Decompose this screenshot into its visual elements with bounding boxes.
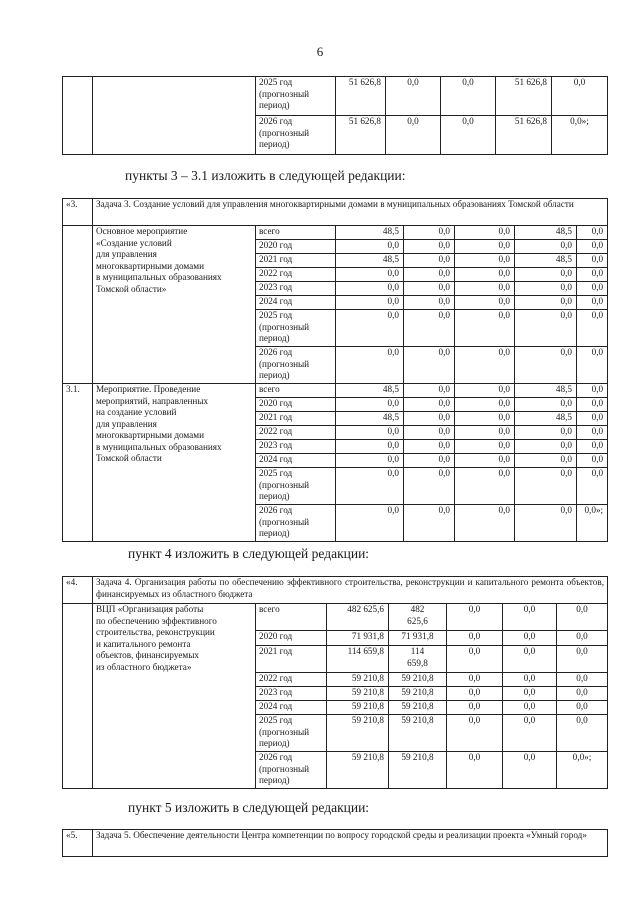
task-row xyxy=(63,830,608,857)
table-row: 2026 год (прогнозный период) 59 210,8 59 210,8 0,0 0,0 0,0»; xyxy=(63,752,608,789)
table-row: 2020 год 0,0 0,0 0,0 0,0 0,0 xyxy=(63,240,608,254)
instruction-2: пункт 4 изложить в следующей редакции: xyxy=(128,546,370,561)
table-row: 2020 год 0,0 0,0 0,0 0,0 0,0 xyxy=(63,398,608,412)
table-row: 2024 год 0,0 0,0 0,0 0,0 0,0 xyxy=(63,454,608,468)
table-row: 2022 год 0,0 0,0 0,0 0,0 0,0 xyxy=(63,268,608,282)
task-row xyxy=(63,199,608,226)
table-row: 2024 год 59 210,8 59 210,8 0,0 0,0 0,0 xyxy=(63,701,608,715)
item-number: «3. xyxy=(63,199,93,226)
task-text: Задача 4. Организация работы по обеспечению эффективного строительства, реконструкции и капитального ремонта объектов, финансируемых из областного бюджета xyxy=(93,577,608,604)
table-row: 2020 год 71 931,8 71 931,8 0,0 0,0 0,0 xyxy=(63,631,608,646)
table-task-5 xyxy=(62,829,608,857)
table-row: Основное мероприятие «Создание условий для управления многоквартирными домами в муниципальных образованиях Томской области» всего 48,5 0,0 0,0 48,5 0,0 xyxy=(63,226,608,240)
program-name: ВЦП «Организация работы по обеспечению эффективного строительства, реконструкции и капитального ремонта объектов, финансируемых из областного бюджета» xyxy=(93,604,256,789)
table-row: 2025 год (прогнозный период) 0,0 0,0 0,0 0,0 0,0 xyxy=(63,468,608,505)
table-row: 2023 год 0,0 0,0 0,0 0,0 0,0 xyxy=(63,282,608,296)
table-task-3 xyxy=(62,198,608,542)
task-text: Задача 5. Обеспечение деятельности Центра компетенции по вопросу городской среды и реализации проекта «Умный город» xyxy=(93,830,608,857)
table-row: 2021 год 114 659,8 114 659,8 0,0 0,0 0,0 xyxy=(63,646,608,673)
table-row: 2022 год 59 210,8 59 210,8 0,0 0,0 0,0 xyxy=(63,673,608,687)
item-number: «4. xyxy=(63,577,93,604)
table-row: 2021 год 48,5 0,0 0,0 48,5 0,0 xyxy=(63,412,608,426)
table-row: 2026 год (прогнозный период) 0,0 0,0 0,0 0,0 0,0 xyxy=(63,347,608,384)
year-cell: 2026 год (прогнозный период) xyxy=(256,116,336,155)
table-row: 2024 год 0,0 0,0 0,0 0,0 0,0 xyxy=(63,296,608,310)
table-row: 2025 год (прогнозный период) 51 626,8 0,0 0,0 51 626,8 0,0 xyxy=(63,77,608,116)
table-row: 2022 год 0,0 0,0 0,0 0,0 0,0 xyxy=(63,426,608,440)
table-row: 2023 год 59 210,8 59 210,8 0,0 0,0 0,0 xyxy=(63,687,608,701)
table-row: ВЦП «Организация работы по обеспечению эффективного строительства, реконструкции и капитального ремонта объектов, финансируемых из областного бюджета» всего 482 625,6 482 625,6 0,0 0,0 0,0 xyxy=(63,604,608,631)
measure-name: Основное мероприятие «Создание условий для управления многоквартирными домами в муниципальных образованиях Томской области» xyxy=(93,226,256,384)
instruction-1: пункты 3 – 3.1 изложить в следующей редакции: xyxy=(125,168,406,183)
table-task-4 xyxy=(62,576,608,789)
task-row xyxy=(63,577,608,604)
table-row: 2026 год (прогнозный период) 0,0 0,0 0,0 0,0 0,0»; xyxy=(63,505,608,542)
table-continuation xyxy=(62,76,608,155)
task-text: Задача 3. Создание условий для управления многоквартирными домами в муниципальных образованиях Томской области xyxy=(93,199,608,226)
item-number: 3.1. xyxy=(63,384,93,542)
measure-name: Мероприятие. Проведение мероприятий, направленных на создание условий для управления многоквартирными домами в муниципальных образованиях Томской области xyxy=(93,384,256,542)
year-cell: 2025 год (прогнозный период) xyxy=(256,77,336,116)
item-number: «5. xyxy=(63,830,93,857)
table-row: 2025 год (прогнозный период) 59 210,8 59 210,8 0,0 0,0 0,0 xyxy=(63,715,608,752)
table-row: 2025 год (прогнозный период) 0,0 0,0 0,0 0,0 0,0 xyxy=(63,310,608,347)
page-number: 6 xyxy=(316,44,324,59)
instruction-3: пункт 5 изложить в следующей редакции: xyxy=(128,800,370,815)
table-row: 3.1. Мероприятие. Проведение мероприятий, направленных на создание условий для управления многоквартирными домами в муниципальных образованиях Томской области всего 48,5 0,0 0,0 48,5 0,0 xyxy=(63,384,608,398)
table-row: 2021 год 48,5 0,0 0,0 48,5 0,0 xyxy=(63,254,608,268)
table-row: 2023 год 0,0 0,0 0,0 0,0 0,0 xyxy=(63,440,608,454)
table-row: 2026 год (прогнозный период) 51 626,8 0,0 0,0 51 626,8 0,0»; xyxy=(63,116,608,155)
